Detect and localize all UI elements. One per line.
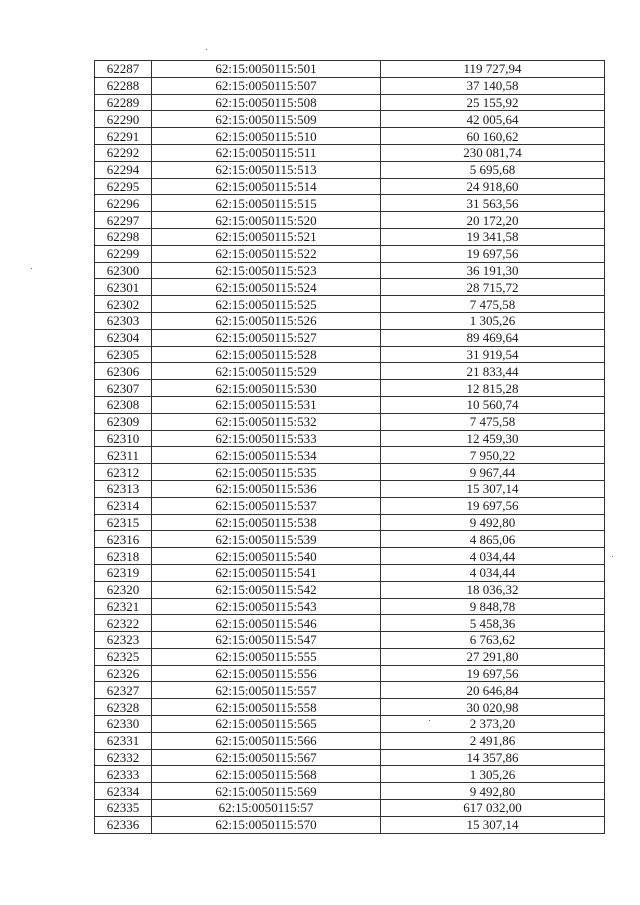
table-row [95,94,605,111]
cadastral-number-cell: 62:15:0050115:538 [152,514,381,531]
table-row [95,128,605,145]
row-number-cell: 62306 [95,363,152,380]
table-row [95,800,605,817]
scan-speck [206,49,207,50]
cadastral-number-cell: 62:15:0050115:530 [152,380,381,397]
cadastral-number-cell: 62:15:0050115:513 [152,161,381,178]
table-row [95,380,605,397]
row-number-cell: 62318 [95,548,152,565]
table-row [95,749,605,766]
cadastral-value-cell: 19 697,56 [381,245,605,262]
row-number-cell: 62310 [95,430,152,447]
cadastral-value-cell: 18 036,32 [381,581,605,598]
table-row [95,447,605,464]
table-row [95,665,605,682]
row-number-cell: 62331 [95,732,152,749]
cadastral-number-cell: 62:15:0050115:521 [152,228,381,245]
table-row [95,480,605,497]
cadastral-value-cell: 230 081,74 [381,144,605,161]
row-number-cell: 62315 [95,514,152,531]
table-row [95,161,605,178]
row-number-cell: 62313 [95,480,152,497]
cadastral-value-cell: 4 034,44 [381,564,605,581]
cadastral-value-cell: 4 034,44 [381,548,605,565]
cadastral-number-cell: 62:15:0050115:540 [152,548,381,565]
table-row [95,262,605,279]
cadastral-number-cell: 62:15:0050115:547 [152,632,381,649]
cadastral-value-cell: 19 697,56 [381,497,605,514]
row-number-cell: 62330 [95,716,152,733]
cadastral-value-cell: 19 341,58 [381,228,605,245]
cadastral-value-cell: 4 865,06 [381,531,605,548]
cadastral-value-cell: 60 160,62 [381,128,605,145]
row-number-cell: 62333 [95,766,152,783]
cadastral-number-cell: 62:15:0050115:509 [152,111,381,128]
table-row [95,195,605,212]
cadastral-number-cell: 62:15:0050115:529 [152,363,381,380]
table-row [95,564,605,581]
cadastral-value-cell: 30 020,98 [381,699,605,716]
row-number-cell: 62296 [95,195,152,212]
table-row [95,531,605,548]
row-number-cell: 62335 [95,800,152,817]
table-row [95,396,605,413]
cadastral-value-cell: 28 715,72 [381,279,605,296]
cadastral-number-cell: 62:15:0050115:523 [152,262,381,279]
row-number-cell: 62303 [95,312,152,329]
cadastral-number-cell: 62:15:0050115:532 [152,413,381,430]
cadastral-number-cell: 62:15:0050115:566 [152,732,381,749]
row-number-cell: 62305 [95,346,152,363]
table-row [95,77,605,94]
row-number-cell: 62307 [95,380,152,397]
cadastral-number-cell: 62:15:0050115:535 [152,464,381,481]
table-row [95,346,605,363]
table-row [95,413,605,430]
cadastral-number-cell: 62:15:0050115:527 [152,329,381,346]
cadastral-value-cell: 24 918,60 [381,178,605,195]
row-number-cell: 62301 [95,279,152,296]
row-number-cell: 62320 [95,581,152,598]
cadastral-value-cell: 5 695,68 [381,161,605,178]
cadastral-value-cell: 15 307,14 [381,480,605,497]
table-row [95,228,605,245]
row-number-cell: 62289 [95,94,152,111]
cadastral-value-cell: 42 005,64 [381,111,605,128]
cadastral-value-cell: 21 833,44 [381,363,605,380]
cadastral-value-cell: 12 815,28 [381,380,605,397]
table-row [95,144,605,161]
row-number-cell: 62302 [95,296,152,313]
cadastral-value-cell: 7 475,58 [381,296,605,313]
cadastral-value-cell: 2 373,20 [381,716,605,733]
row-number-cell: 62294 [95,161,152,178]
cadastral-number-cell: 62:15:0050115:511 [152,144,381,161]
row-number-cell: 62336 [95,816,152,833]
row-number-cell: 62319 [95,564,152,581]
cadastral-number-cell: 62:15:0050115:510 [152,128,381,145]
cadastral-number-cell: 62:15:0050115:536 [152,480,381,497]
cadastral-value-cell: 12 459,30 [381,430,605,447]
cadastral-value-cell: 31 563,56 [381,195,605,212]
table-row [95,497,605,514]
table-row [95,699,605,716]
row-number-cell: 62323 [95,632,152,649]
table-row [95,766,605,783]
row-number-cell: 62308 [95,396,152,413]
cadastral-number-cell: 62:15:0050115:508 [152,94,381,111]
table-row [95,682,605,699]
cadastral-value-cell: 617 032,00 [381,800,605,817]
cadastral-number-cell: 62:15:0050115:528 [152,346,381,363]
table-row [95,783,605,800]
row-number-cell: 62304 [95,329,152,346]
cadastral-value-table [94,60,605,834]
table-row [95,464,605,481]
table-row [95,363,605,380]
cadastral-number-cell: 62:15:0050115:539 [152,531,381,548]
table-row [95,615,605,632]
cadastral-number-cell: 62:15:0050115:520 [152,212,381,229]
row-number-cell: 62295 [95,178,152,195]
table-row [95,514,605,531]
cadastral-number-cell: 62:15:0050115:568 [152,766,381,783]
row-number-cell: 62287 [95,61,152,78]
cadastral-number-cell: 62:15:0050115:507 [152,77,381,94]
cadastral-number-cell: 62:15:0050115:57 [152,800,381,817]
row-number-cell: 62321 [95,598,152,615]
cadastral-value-cell: 1 305,26 [381,312,605,329]
cadastral-value-cell: 31 919,54 [381,346,605,363]
cadastral-number-cell: 62:15:0050115:543 [152,598,381,615]
cadastral-value-cell: 15 307,14 [381,816,605,833]
row-number-cell: 62332 [95,749,152,766]
table-row [95,648,605,665]
table-row [95,111,605,128]
cadastral-value-cell: 20 172,20 [381,212,605,229]
cadastral-value-cell: 27 291,80 [381,648,605,665]
cadastral-value-cell: 1 305,26 [381,766,605,783]
table-row [95,581,605,598]
table-row [95,312,605,329]
cadastral-number-cell: 62:15:0050115:522 [152,245,381,262]
table-row [95,598,605,615]
cadastral-value-cell: 20 646,84 [381,682,605,699]
cadastral-number-cell: 62:15:0050115:524 [152,279,381,296]
row-number-cell: 62299 [95,245,152,262]
row-number-cell: 62298 [95,228,152,245]
scan-speck [31,268,32,269]
row-number-cell: 62314 [95,497,152,514]
cadastral-value-cell: 119 727,94 [381,61,605,78]
cadastral-number-cell: 62:15:0050115:556 [152,665,381,682]
cadastral-value-cell: 5 458,36 [381,615,605,632]
cadastral-value-cell: 9 492,80 [381,783,605,800]
table-row [95,279,605,296]
cadastral-value-cell: 9 848,78 [381,598,605,615]
cadastral-value-cell: 7 950,22 [381,447,605,464]
row-number-cell: 62325 [95,648,152,665]
cadastral-value-cell: 36 191,30 [381,262,605,279]
cadastral-value-cell: 10 560,74 [381,396,605,413]
cadastral-number-cell: 62:15:0050115:555 [152,648,381,665]
table-body [95,61,605,834]
scan-speck [612,556,613,557]
cadastral-value-cell: 2 491,86 [381,732,605,749]
table-row [95,178,605,195]
row-number-cell: 62327 [95,682,152,699]
cadastral-value-cell: 19 697,56 [381,665,605,682]
row-number-cell: 62316 [95,531,152,548]
cadastral-number-cell: 62:15:0050115:514 [152,178,381,195]
cadastral-number-cell: 62:15:0050115:541 [152,564,381,581]
table-row [95,61,605,78]
cadastral-number-cell: 62:15:0050115:534 [152,447,381,464]
row-number-cell: 62334 [95,783,152,800]
cadastral-number-cell: 62:15:0050115:542 [152,581,381,598]
cadastral-number-cell: 62:15:0050115:515 [152,195,381,212]
table-row [95,296,605,313]
row-number-cell: 62300 [95,262,152,279]
cadastral-number-cell: 62:15:0050115:546 [152,615,381,632]
table-row [95,430,605,447]
row-number-cell: 62322 [95,615,152,632]
cadastral-value-cell: 6 763,62 [381,632,605,649]
cadastral-number-cell: 62:15:0050115:501 [152,61,381,78]
cadastral-value-cell: 25 155,92 [381,94,605,111]
cadastral-number-cell: 62:15:0050115:526 [152,312,381,329]
row-number-cell: 62291 [95,128,152,145]
cadastral-number-cell: 62:15:0050115:557 [152,682,381,699]
row-number-cell: 62288 [95,77,152,94]
table-row [95,245,605,262]
table-row [95,716,605,733]
cadastral-number-cell: 62:15:0050115:565 [152,716,381,733]
cadastral-value-cell: 9 492,80 [381,514,605,531]
table-row [95,329,605,346]
row-number-cell: 62312 [95,464,152,481]
cadastral-number-cell: 62:15:0050115:567 [152,749,381,766]
row-number-cell: 62311 [95,447,152,464]
cadastral-value-cell: 37 140,58 [381,77,605,94]
table-row [95,632,605,649]
cadastral-number-cell: 62:15:0050115:525 [152,296,381,313]
cadastral-number-cell: 62:15:0050115:570 [152,816,381,833]
row-number-cell: 62328 [95,699,152,716]
table-row [95,212,605,229]
cadastral-number-cell: 62:15:0050115:558 [152,699,381,716]
table-row [95,732,605,749]
row-number-cell: 62297 [95,212,152,229]
row-number-cell: 62292 [95,144,152,161]
cadastral-number-cell: 62:15:0050115:531 [152,396,381,413]
cadastral-number-cell: 62:15:0050115:537 [152,497,381,514]
table-row [95,816,605,833]
cadastral-value-cell: 14 357,86 [381,749,605,766]
row-number-cell: 62309 [95,413,152,430]
cadastral-number-cell: 62:15:0050115:569 [152,783,381,800]
row-number-cell: 62290 [95,111,152,128]
row-number-cell: 62326 [95,665,152,682]
cadastral-value-cell: 7 475,58 [381,413,605,430]
cadastral-number-cell: 62:15:0050115:533 [152,430,381,447]
table-row [95,548,605,565]
cadastral-value-cell: 9 967,44 [381,464,605,481]
cadastral-value-cell: 89 469,64 [381,329,605,346]
